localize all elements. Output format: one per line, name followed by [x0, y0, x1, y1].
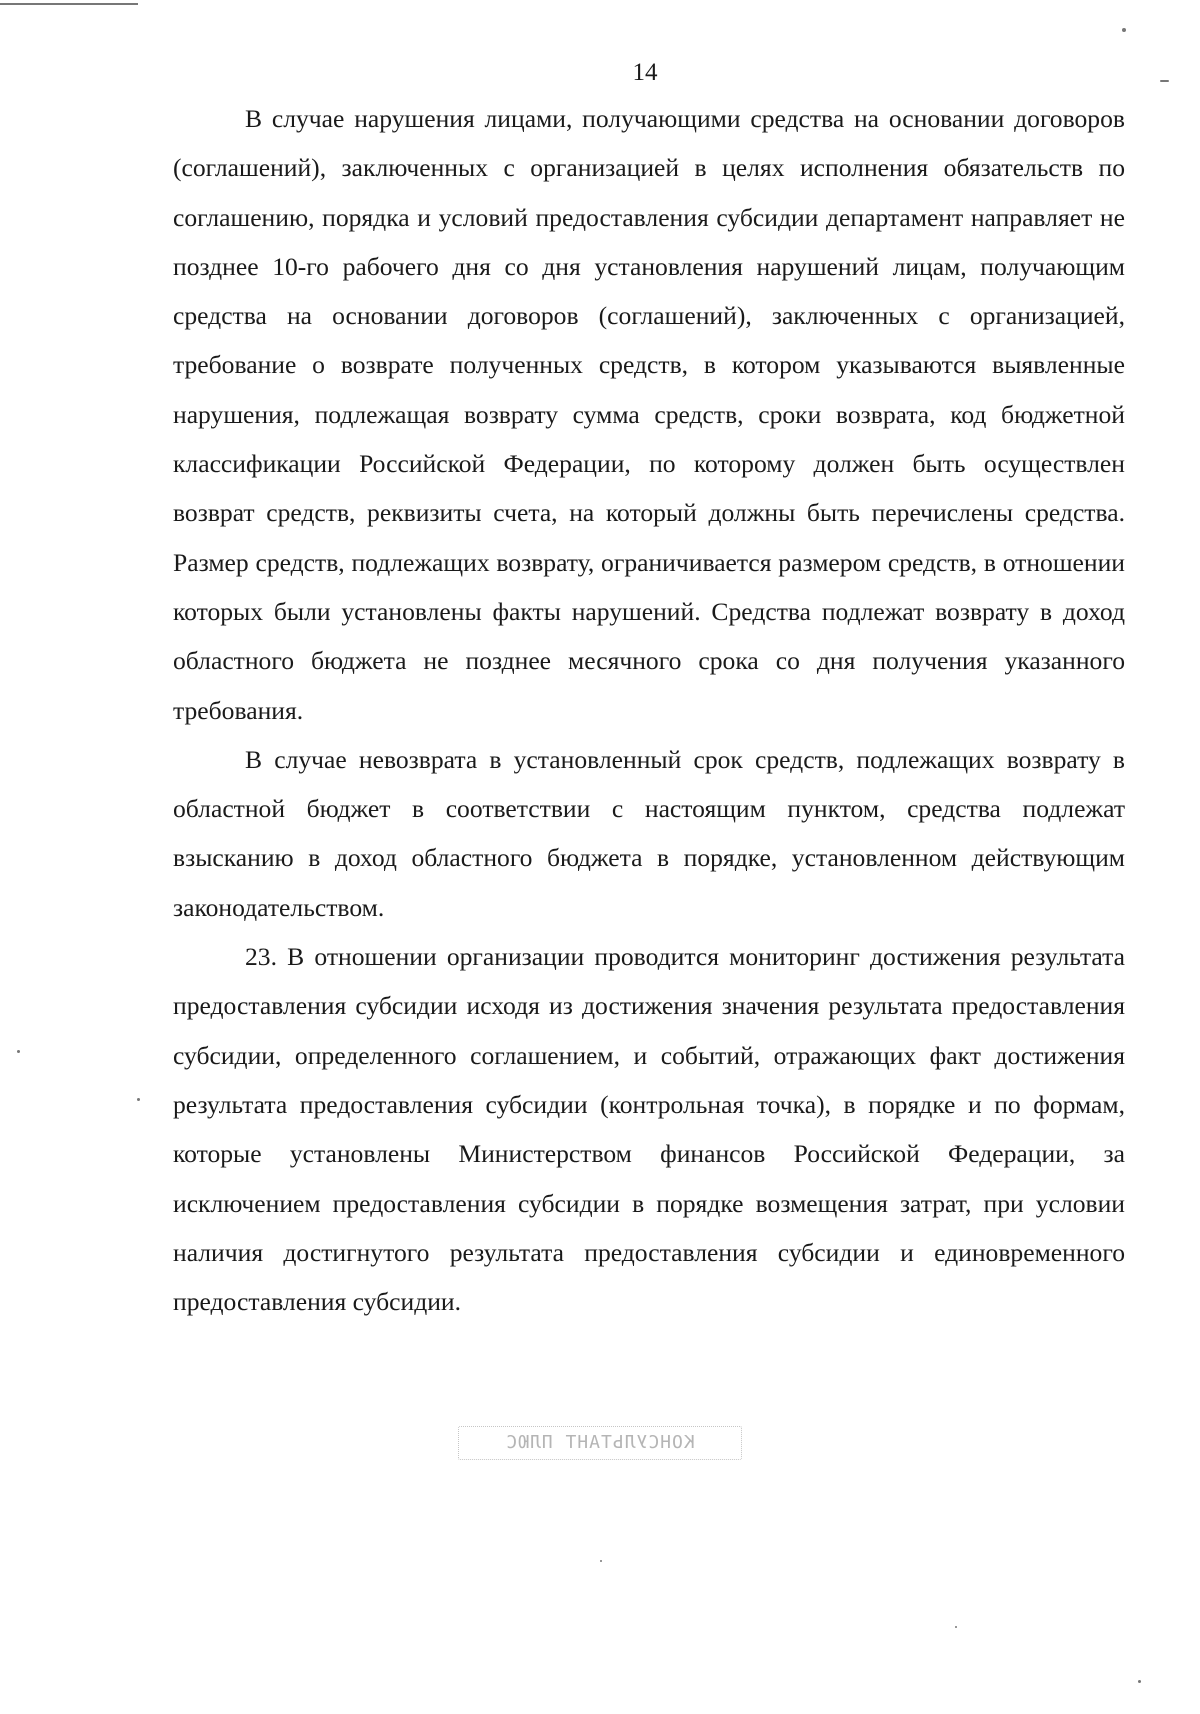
- document-body: [173, 94, 1125, 1326]
- corner-rule: [0, 3, 138, 5]
- paragraph-monitoring: 23. В отношении организации проводится мониторинг достижения результата предоставления субсидии исходя из достижения значения результата предоставления субсидии, определенного соглашением, и событий, отражающих факт достижения результата предоставления субсидии (контрольная точка), в порядке и по формам, которые установлены Министерством финансов Российской Федерации, за исключением предоставления субсидии в порядке возмещения затрат, при условии наличия достигнутого результата предоставления субсидии и единовременного предоставления субсидии.: [173, 942, 1125, 1317]
- page-number: 14: [632, 59, 658, 86]
- faint-stamp: КОНСУЛЬТАНТ ПЛЮС: [458, 1426, 742, 1460]
- scan-speck: [955, 1626, 957, 1628]
- scan-speck: [137, 1098, 140, 1101]
- paragraph-return-of-funds: В случае нарушения лицами, получающими средства на основании договоров (соглашений), заключенных с организацией в целях исполнения обязательств по соглашению, порядка и условий предоставления субсидии департамент направляет не позднее 10-го рабочего дня со дня установления нарушений лицам, получающим средства на основании договоров (соглашений), заключенных с организацией, требование о возврате полученных средств, в котором указываются выявленные нарушения, подлежащая возврату сумма средств, сроки возврата, код бюджетной классификации Российской Федерации, по которому должен быть осуществлен возврат средств, реквизиты счета, на который должны быть перечислены средства. Размер средств, подлежащих возврату, ограничивается размером средств, в отношении которых были установлены факты нарушений. Средства подлежат возврату в доход областного бюджета не позднее месячного срока со дня получения указанного требования.: [173, 104, 1125, 725]
- paragraph-non-return: В случае невозврата в установленный срок средств, подлежащих возврату в областной бюджет в соответствии с настоящим пунктом, средства подлежат взысканию в доход областного бюджета в порядке, установленном действующим законодательством.: [173, 744, 1125, 922]
- scan-speck: [17, 1050, 20, 1053]
- scan-speck: [600, 1560, 602, 1562]
- scan-speck: [1122, 28, 1126, 32]
- scan-speck: [1160, 80, 1169, 82]
- scan-speck: [1138, 1680, 1141, 1683]
